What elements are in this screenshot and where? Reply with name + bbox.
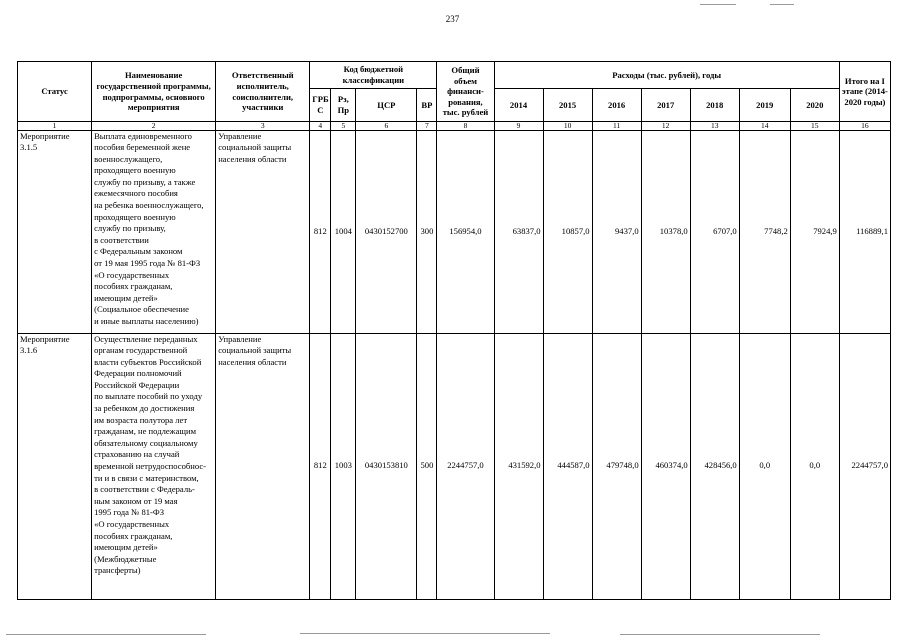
header-stage-total: Итого на I этапе (2014-2020 годы)	[839, 62, 890, 122]
header-expenses: Расходы (тыс. рублей), годы	[494, 62, 839, 89]
header-responsible: Ответственный исполнитель, соисполнители, участники	[216, 62, 310, 122]
column-number: 8	[437, 122, 494, 131]
header-grbs: ГРБ С	[310, 89, 331, 122]
column-number: 9	[494, 122, 543, 131]
budget-table	[17, 61, 891, 600]
row-csr: 0430153810	[356, 333, 417, 599]
header-year: 2015	[543, 89, 592, 122]
column-number: 1	[18, 122, 92, 131]
row-year-value: 7924,9	[790, 130, 839, 333]
header-csr: ЦСР	[356, 89, 417, 122]
row-year-value: 428456,0	[690, 333, 739, 599]
row-responsible: Управление социальной защиты населения области	[216, 333, 310, 599]
column-number: 14	[739, 122, 790, 131]
row-year-value: 0,0	[739, 333, 790, 599]
header-name: Наименование государственной программы, подпрограммы, основного мероприятия	[92, 62, 216, 122]
row-year-value: 9437,0	[592, 130, 641, 333]
header-total-volume: Общий объем финанси-рования, тыс. рублей	[437, 62, 494, 122]
row-rzpr: 1003	[331, 333, 356, 599]
row-rzpr: 1004	[331, 130, 356, 333]
row-total: 156954,0	[437, 130, 494, 333]
column-number: 5	[331, 122, 356, 131]
scan-artifact-top	[770, 4, 794, 5]
column-number: 12	[641, 122, 690, 131]
column-number: 4	[310, 122, 331, 131]
column-number: 2	[92, 122, 216, 131]
column-number: 15	[790, 122, 839, 131]
row-status: Мероприятие 3.1.5	[18, 130, 92, 333]
table-row	[18, 333, 891, 599]
column-number: 11	[592, 122, 641, 131]
row-total: 2244757,0	[437, 333, 494, 599]
row-year-value: 10857,0	[543, 130, 592, 333]
row-name: Выплата единовременного пособия беременной жене военнослужащего, проходящего военную службу по призыву, а также ежемесячного пособия на ребенка военнослужащего, проходящего военную службу по призыву, в соответствии с Федеральным законом от 19 мая 1995 года № 81-ФЗ «О государственных пособиях гражданам, имеющим детей» (Социальное обеспечение и иные выплаты населению)	[92, 130, 216, 333]
row-status: Мероприятие 3.1.6	[18, 333, 92, 599]
scan-artifact-top	[700, 4, 736, 5]
column-number: 13	[690, 122, 739, 131]
row-year-value: 444587,0	[543, 333, 592, 599]
header-rzpr: Рз, Пр	[331, 89, 356, 122]
row-name: Осуществление переданных органам государственной власти субъектов Российской Федерации полномочий Российской Федерации по выплате пособий по уходу за ребенком до достижения им возраста полутора лет гражданам, не подлежащим обязательному социальному страхованию на случай временной нетрудоспособнос- ти и в связи с материнством, в соответствии с Федераль- ным законом от 19 мая 1995 года № 81-ФЗ «О государственных пособиях гражданам, имеющим детей» (Межбюджетные трансферты)	[92, 333, 216, 599]
page-number: 237	[445, 14, 460, 24]
scan-artifact-bottom	[300, 633, 550, 634]
table-row	[18, 130, 891, 333]
column-number: 16	[839, 122, 890, 131]
header-year: 2019	[739, 89, 790, 122]
row-grbs: 812	[310, 333, 331, 599]
column-number: 7	[417, 122, 437, 131]
column-number: 6	[356, 122, 417, 131]
row-year-value: 460374,0	[641, 333, 690, 599]
row-stage-total: 116889,1	[839, 130, 890, 333]
header-year: 2020	[790, 89, 839, 122]
row-year-value: 479748,0	[592, 333, 641, 599]
header-budget-code: Код бюджетной классификации	[310, 62, 437, 89]
row-vr: 300	[417, 130, 437, 333]
scan-artifact-bottom	[620, 634, 820, 635]
header-status: Статус	[18, 62, 92, 122]
row-year-value: 431592,0	[494, 333, 543, 599]
scan-artifact-bottom	[6, 634, 206, 635]
column-number: 10	[543, 122, 592, 131]
row-year-value: 63837,0	[494, 130, 543, 333]
row-vr: 500	[417, 333, 437, 599]
header-year: 2017	[641, 89, 690, 122]
header-year: 2016	[592, 89, 641, 122]
header-vr: ВР	[417, 89, 437, 122]
row-grbs: 812	[310, 130, 331, 333]
row-csr: 0430152700	[356, 130, 417, 333]
row-responsible: Управление социальной защиты населения области	[216, 130, 310, 333]
row-year-value: 6707,0	[690, 130, 739, 333]
header-year: 2014	[494, 89, 543, 122]
header-year: 2018	[690, 89, 739, 122]
row-year-value: 7748,2	[739, 130, 790, 333]
row-year-value: 10378,0	[641, 130, 690, 333]
row-stage-total: 2244757,0	[839, 333, 890, 599]
column-number: 3	[216, 122, 310, 131]
row-year-value: 0,0	[790, 333, 839, 599]
